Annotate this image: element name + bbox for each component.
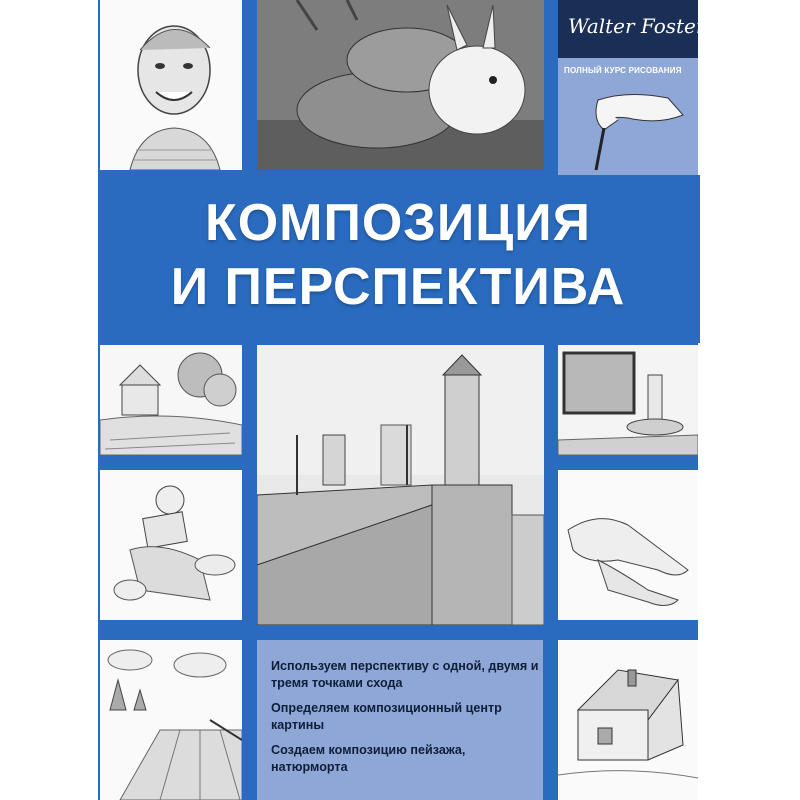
reading-figure-illustration	[100, 470, 242, 620]
painting-candle-still-life-illustration	[558, 345, 698, 455]
boy-portrait-illustration	[100, 0, 242, 170]
feature-item-1: Используем перспективу с одной, двумя и тремя точками схода	[271, 659, 539, 690]
hand-with-pencil-illustration	[558, 80, 698, 175]
hands-illustration	[558, 470, 698, 620]
publisher-logo: Walter Foster	[568, 14, 706, 38]
house-illustration	[558, 640, 698, 800]
feature-item-2: Определяем композиционный центр картины	[271, 701, 502, 732]
publisher-logo-box	[558, 0, 706, 58]
title-band	[98, 175, 700, 343]
field-fence-landscape-illustration	[100, 640, 242, 800]
rabbits-illustration	[257, 0, 544, 170]
series-panel	[558, 58, 698, 175]
feature-item-3: Создаем композицию пейзажа, натюрморта	[271, 743, 466, 774]
bridge-lighthouse-illustration	[257, 345, 544, 625]
title-line-2: И ПЕРСПЕКТИВА	[170, 258, 626, 316]
features-panel	[257, 640, 543, 800]
series-label: ПОЛНЫЙ КУРС РИСОВАНИЯ	[564, 66, 682, 75]
title-line-1: КОМПОЗИЦИЯ	[204, 194, 591, 252]
cottage-landscape-illustration	[100, 345, 242, 455]
